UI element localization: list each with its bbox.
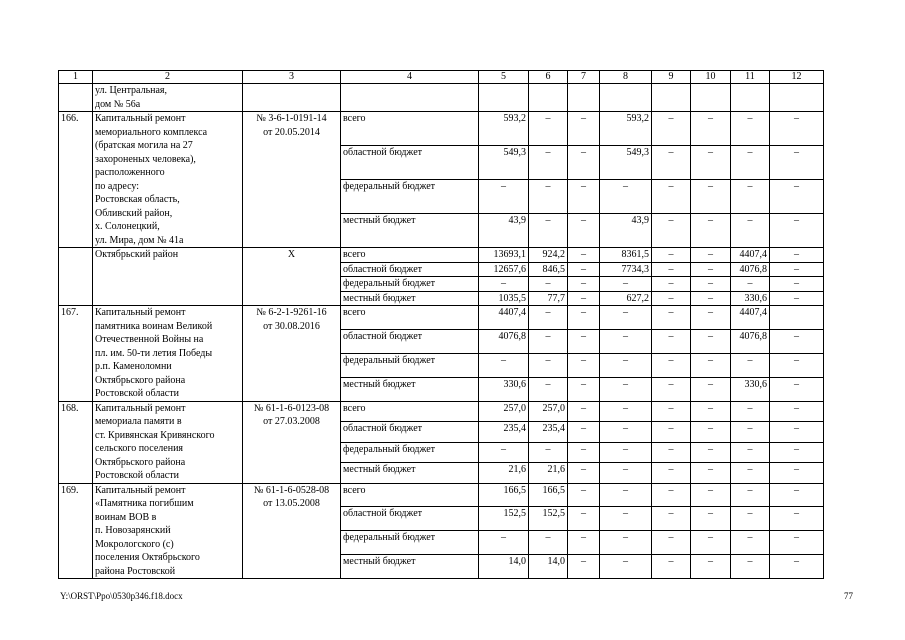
item-number: 168. xyxy=(59,401,93,483)
column-number: 2 xyxy=(93,71,243,84)
amount-cell: – xyxy=(691,442,731,463)
amount-cell: – xyxy=(731,507,770,531)
amount-cell: – xyxy=(770,377,824,401)
funding-source: федеральный бюджет xyxy=(341,180,479,214)
amount-cell: 4407,4 xyxy=(479,306,529,330)
text-line: Октябрьский район xyxy=(95,249,179,260)
amount-cell: 549,3 xyxy=(600,146,652,180)
amount-cell: – xyxy=(652,112,691,146)
amount-cell: 4076,8 xyxy=(731,262,770,277)
amount-cell: – xyxy=(770,146,824,180)
amount-cell: – xyxy=(652,401,691,422)
amount-cell: – xyxy=(600,442,652,463)
amount-cell: 8361,5 xyxy=(600,248,652,263)
amount-cell: 593,2 xyxy=(479,112,529,146)
amount-cell: 43,9 xyxy=(479,214,529,248)
column-number: 9 xyxy=(652,71,691,84)
amount-cell: – xyxy=(691,329,731,353)
amount-cell: 21,6 xyxy=(479,463,529,484)
amount-cell: – xyxy=(652,483,691,507)
text-line: ст. Кривянская Кривянского xyxy=(95,429,215,441)
document-number xyxy=(243,401,341,483)
table-row xyxy=(59,306,824,330)
amount-cell: – xyxy=(568,353,600,377)
empty-cell xyxy=(652,84,691,112)
text-line: от 30.08.2016 xyxy=(263,320,320,332)
amount-cell: 77,7 xyxy=(529,291,568,306)
funding-source: областной бюджет xyxy=(341,329,479,353)
text-line: «Памятника погибшим xyxy=(95,498,194,509)
text-line: от 27.03.2008 xyxy=(263,416,320,427)
text-line: от 20.05.2014 xyxy=(263,126,320,138)
amount-cell: – xyxy=(568,248,600,263)
amount-cell: 330,6 xyxy=(731,291,770,306)
amount-cell: – xyxy=(691,401,731,422)
text-line: Капитальный ремонт xyxy=(95,307,186,318)
amount-cell: 257,0 xyxy=(529,401,568,422)
amount-cell: – xyxy=(529,214,568,248)
text-line: Ростовской области xyxy=(95,388,179,399)
item-number: 169. xyxy=(59,483,93,579)
amount-cell: – xyxy=(600,555,652,579)
amount-cell: – xyxy=(568,262,600,277)
amount-cell: – xyxy=(770,422,824,443)
amount-cell: – xyxy=(568,377,600,401)
amount-cell: – xyxy=(652,306,691,330)
amount-cell: – xyxy=(652,531,691,555)
funding-source: всего xyxy=(341,401,479,422)
amount-cell: – xyxy=(691,422,731,443)
column-number: 1 xyxy=(59,71,93,84)
funding-source: местный бюджет xyxy=(341,214,479,248)
amount-cell: 4076,8 xyxy=(479,329,529,353)
funding-source: всего xyxy=(341,483,479,507)
amount-cell: – xyxy=(529,112,568,146)
column-number: 6 xyxy=(529,71,568,84)
amount-cell: – xyxy=(691,306,731,330)
amount-cell: 235,4 xyxy=(529,422,568,443)
amount-cell: – xyxy=(731,531,770,555)
amount-cell: – xyxy=(731,277,770,292)
amount-cell: – xyxy=(691,112,731,146)
amount-cell: – xyxy=(529,377,568,401)
empty-cell xyxy=(770,84,824,112)
funding-source: областной бюджет xyxy=(341,507,479,531)
amount-cell: – xyxy=(600,422,652,443)
funding-source: местный бюджет xyxy=(341,291,479,306)
amount-cell: – xyxy=(691,353,731,377)
text-line: Октябрьского района xyxy=(95,456,186,468)
page-number: 77 xyxy=(844,591,853,601)
amount-cell: – xyxy=(691,146,731,180)
funding-source: федеральный бюджет xyxy=(341,277,479,292)
amount-cell: – xyxy=(568,555,600,579)
text-line: Ростовская область, xyxy=(95,194,180,205)
funding-source: местный бюджет xyxy=(341,463,479,484)
amount-cell: – xyxy=(568,483,600,507)
amount-cell: – xyxy=(529,180,568,214)
amount-cell: – xyxy=(731,401,770,422)
amount-cell: – xyxy=(600,377,652,401)
amount-cell: – xyxy=(770,262,824,277)
amount-cell: – xyxy=(652,262,691,277)
amount-cell: – xyxy=(568,329,600,353)
amount-cell: – xyxy=(568,306,600,330)
amount-cell: – xyxy=(691,531,731,555)
budget-table xyxy=(58,70,824,579)
amount-cell: – xyxy=(568,463,600,484)
text-line: № 6-2-1-9261-16 xyxy=(256,307,327,318)
amount-cell: 549,3 xyxy=(479,146,529,180)
amount-cell: – xyxy=(568,180,600,214)
amount-cell: – xyxy=(600,507,652,531)
column-number: 12 xyxy=(770,71,824,84)
amount-cell: – xyxy=(652,377,691,401)
text-line: сельского поселения xyxy=(95,443,184,454)
amount-cell: – xyxy=(652,180,691,214)
empty-cell xyxy=(568,84,600,112)
amount-cell: – xyxy=(600,329,652,353)
text-line: ул. Центральная, xyxy=(95,85,168,96)
column-number-row xyxy=(59,71,824,84)
amount-cell: 257,0 xyxy=(479,401,529,422)
amount-cell: – xyxy=(568,112,600,146)
text-line: х. Солонецкий, xyxy=(95,221,160,232)
amount-cell: 330,6 xyxy=(731,377,770,401)
text-line: ул. Мира, дом № 41а xyxy=(95,234,184,246)
amount-cell: – xyxy=(770,112,824,146)
amount-cell: – xyxy=(691,180,731,214)
amount-cell: 593,2 xyxy=(600,112,652,146)
amount-cell: – xyxy=(568,422,600,443)
amount-cell: 166,5 xyxy=(479,483,529,507)
empty-cell xyxy=(529,84,568,112)
empty-cell xyxy=(243,84,341,112)
amount-cell: 846,5 xyxy=(529,262,568,277)
amount-cell: – xyxy=(770,248,824,263)
object-name xyxy=(93,248,243,306)
object-name xyxy=(93,84,243,112)
amount-cell: 627,2 xyxy=(600,291,652,306)
amount-cell: – xyxy=(731,463,770,484)
amount-cell: – xyxy=(770,555,824,579)
text-line: Мокрологского (с) xyxy=(95,538,174,550)
amount-cell: – xyxy=(691,248,731,263)
amount-cell: – xyxy=(770,180,824,214)
amount-cell: – xyxy=(652,329,691,353)
amount-cell: – xyxy=(652,422,691,443)
amount-cell: – xyxy=(731,214,770,248)
column-number: 7 xyxy=(568,71,600,84)
amount-cell: – xyxy=(770,531,824,555)
text-line: района Ростовской xyxy=(95,565,176,577)
amount-cell: – xyxy=(479,353,529,377)
amount-cell: 4407,4 xyxy=(731,306,770,330)
amount-cell: – xyxy=(529,353,568,377)
amount-cell: – xyxy=(568,507,600,531)
amount-cell: – xyxy=(600,277,652,292)
amount-cell: – xyxy=(568,401,600,422)
amount-cell: – xyxy=(652,248,691,263)
amount-cell: – xyxy=(568,291,600,306)
funding-source: всего xyxy=(341,306,479,330)
funding-source: областной бюджет xyxy=(341,146,479,180)
column-number: 5 xyxy=(479,71,529,84)
amount-cell: – xyxy=(568,442,600,463)
text-line: мемориального комплекса xyxy=(95,126,208,138)
document-number xyxy=(243,483,341,579)
funding-source: федеральный бюджет xyxy=(341,353,479,377)
text-line: Ростовской области xyxy=(95,470,179,481)
text-line: мемориала памяти в xyxy=(95,416,182,427)
amount-cell: – xyxy=(770,442,824,463)
amount-cell: – xyxy=(652,555,691,579)
object-name xyxy=(93,112,243,248)
funding-source: всего xyxy=(341,112,479,146)
amount-cell: – xyxy=(529,306,568,330)
amount-cell: – xyxy=(529,329,568,353)
amount-cell: – xyxy=(529,146,568,180)
amount-cell: 14,0 xyxy=(529,555,568,579)
empty-cell xyxy=(600,84,652,112)
amount-cell: – xyxy=(691,262,731,277)
text-line: Капитальный ремонт xyxy=(95,484,186,496)
amount-cell: – xyxy=(600,531,652,555)
amount-cell: – xyxy=(479,180,529,214)
amount-cell: – xyxy=(731,442,770,463)
funding-source: местный бюджет xyxy=(341,377,479,401)
amount-cell: – xyxy=(529,531,568,555)
text-line: от 13.05.2008 xyxy=(263,498,320,509)
text-line: Капитальный ремонт xyxy=(95,402,186,414)
document-number xyxy=(243,248,341,306)
text-line: (братская могила на 27 xyxy=(95,140,193,151)
column-number: 4 xyxy=(341,71,479,84)
amount-cell: – xyxy=(770,353,824,377)
amount-cell: – xyxy=(600,401,652,422)
funding-source: федеральный бюджет xyxy=(341,531,479,555)
amount-cell: – xyxy=(731,483,770,507)
column-number: 10 xyxy=(691,71,731,84)
item-number: 166. xyxy=(59,112,93,248)
amount-cell: – xyxy=(691,507,731,531)
amount-cell: – xyxy=(770,291,824,306)
amount-cell: – xyxy=(770,214,824,248)
text-line: Октябрьского района xyxy=(95,374,186,386)
amount-cell: 235,4 xyxy=(479,422,529,443)
amount-cell: 4407,4 xyxy=(731,248,770,263)
text-line: п. Новозарянский xyxy=(95,525,171,536)
funding-source: всего xyxy=(341,248,479,263)
amount-cell: – xyxy=(691,377,731,401)
amount-cell: – xyxy=(770,483,824,507)
funding-source: областной бюджет xyxy=(341,262,479,277)
item-number xyxy=(59,84,93,112)
amount-cell: 14,0 xyxy=(479,555,529,579)
table-row xyxy=(59,84,824,112)
object-name xyxy=(93,483,243,579)
text-line: Отечественной Войны на xyxy=(95,334,204,345)
item-number: 167. xyxy=(59,306,93,402)
object-name xyxy=(93,306,243,402)
amount-cell: – xyxy=(568,277,600,292)
table-row xyxy=(59,112,824,146)
text-line: Обливский район, xyxy=(95,207,173,219)
amount-cell: – xyxy=(691,291,731,306)
text-line: X xyxy=(287,249,296,260)
amount-cell: – xyxy=(600,463,652,484)
amount-cell: – xyxy=(652,214,691,248)
amount-cell: – xyxy=(479,531,529,555)
text-line: Капитальный ремонт xyxy=(95,113,186,124)
amount-cell: 152,5 xyxy=(529,507,568,531)
text-line: № 3-6-1-0191-14 xyxy=(256,113,327,124)
funding-source: местный бюджет xyxy=(341,555,479,579)
amount-cell: – xyxy=(652,291,691,306)
amount-cell: – xyxy=(479,277,529,292)
empty-cell xyxy=(479,84,529,112)
text-line: р.п. Каменоломни xyxy=(95,361,172,372)
amount-cell: – xyxy=(731,112,770,146)
amount-cell xyxy=(770,306,824,330)
amount-cell: – xyxy=(529,277,568,292)
amount-cell: – xyxy=(731,146,770,180)
empty-cell xyxy=(341,84,479,112)
amount-cell: – xyxy=(691,463,731,484)
funding-source: федеральный бюджет xyxy=(341,442,479,463)
amount-cell: – xyxy=(652,353,691,377)
amount-cell: – xyxy=(731,555,770,579)
text-line: по адресу: xyxy=(95,180,140,192)
amount-cell: – xyxy=(600,306,652,330)
amount-cell: 1035,5 xyxy=(479,291,529,306)
amount-cell: – xyxy=(652,442,691,463)
funding-source: областной бюджет xyxy=(341,422,479,443)
amount-cell: 4076,8 xyxy=(731,329,770,353)
amount-cell: 13693,1 xyxy=(479,248,529,263)
amount-cell: – xyxy=(600,483,652,507)
text-line: памятника воинам Великой xyxy=(95,320,213,332)
amount-cell: – xyxy=(600,353,652,377)
text-line: расположенного xyxy=(95,167,165,178)
empty-cell xyxy=(731,84,770,112)
amount-cell: – xyxy=(652,146,691,180)
amount-cell: – xyxy=(731,422,770,443)
amount-cell: 7734,3 xyxy=(600,262,652,277)
amount-cell: – xyxy=(652,277,691,292)
amount-cell: – xyxy=(770,401,824,422)
amount-cell: – xyxy=(568,531,600,555)
amount-cell: 166,5 xyxy=(529,483,568,507)
amount-cell: – xyxy=(529,442,568,463)
amount-cell: – xyxy=(600,180,652,214)
amount-cell: – xyxy=(691,214,731,248)
table-row xyxy=(59,483,824,507)
text-line: № 61-1-6-0123-08 xyxy=(253,402,330,414)
text-line: дом № 56а xyxy=(95,98,141,110)
amount-cell: 43,9 xyxy=(600,214,652,248)
amount-cell: 21,6 xyxy=(529,463,568,484)
item-number xyxy=(59,248,93,306)
amount-cell: – xyxy=(568,214,600,248)
amount-cell: 12657,6 xyxy=(479,262,529,277)
column-number: 11 xyxy=(731,71,770,84)
amount-cell: 152,5 xyxy=(479,507,529,531)
table-row xyxy=(59,248,824,263)
amount-cell: – xyxy=(691,277,731,292)
text-line: захороненых человека), xyxy=(95,153,196,165)
amount-cell: – xyxy=(731,353,770,377)
amount-cell: – xyxy=(568,146,600,180)
column-number: 3 xyxy=(243,71,341,84)
amount-cell: 924,2 xyxy=(529,248,568,263)
amount-cell: – xyxy=(691,555,731,579)
object-name xyxy=(93,401,243,483)
table-row xyxy=(59,401,824,422)
text-line: № 61-1-6-0528-08 xyxy=(253,484,330,496)
amount-cell: – xyxy=(691,483,731,507)
amount-cell: 330,6 xyxy=(479,377,529,401)
amount-cell: – xyxy=(652,507,691,531)
amount-cell: – xyxy=(770,329,824,353)
text-line: пл. им. 50-ти летия Победы xyxy=(95,347,213,359)
amount-cell: – xyxy=(770,507,824,531)
empty-cell xyxy=(691,84,731,112)
amount-cell: – xyxy=(731,180,770,214)
text-line: поселения Октябрьского xyxy=(95,552,200,563)
file-path: Y:\ORST\Ppo\0530p346.f18.docx xyxy=(60,591,183,601)
amount-cell: – xyxy=(770,277,824,292)
column-number: 8 xyxy=(600,71,652,84)
text-line: воинам ВОВ в xyxy=(95,511,157,523)
amount-cell: – xyxy=(770,463,824,484)
document-number xyxy=(243,306,341,402)
amount-cell: – xyxy=(479,442,529,463)
document-number xyxy=(243,112,341,248)
amount-cell: – xyxy=(652,463,691,484)
